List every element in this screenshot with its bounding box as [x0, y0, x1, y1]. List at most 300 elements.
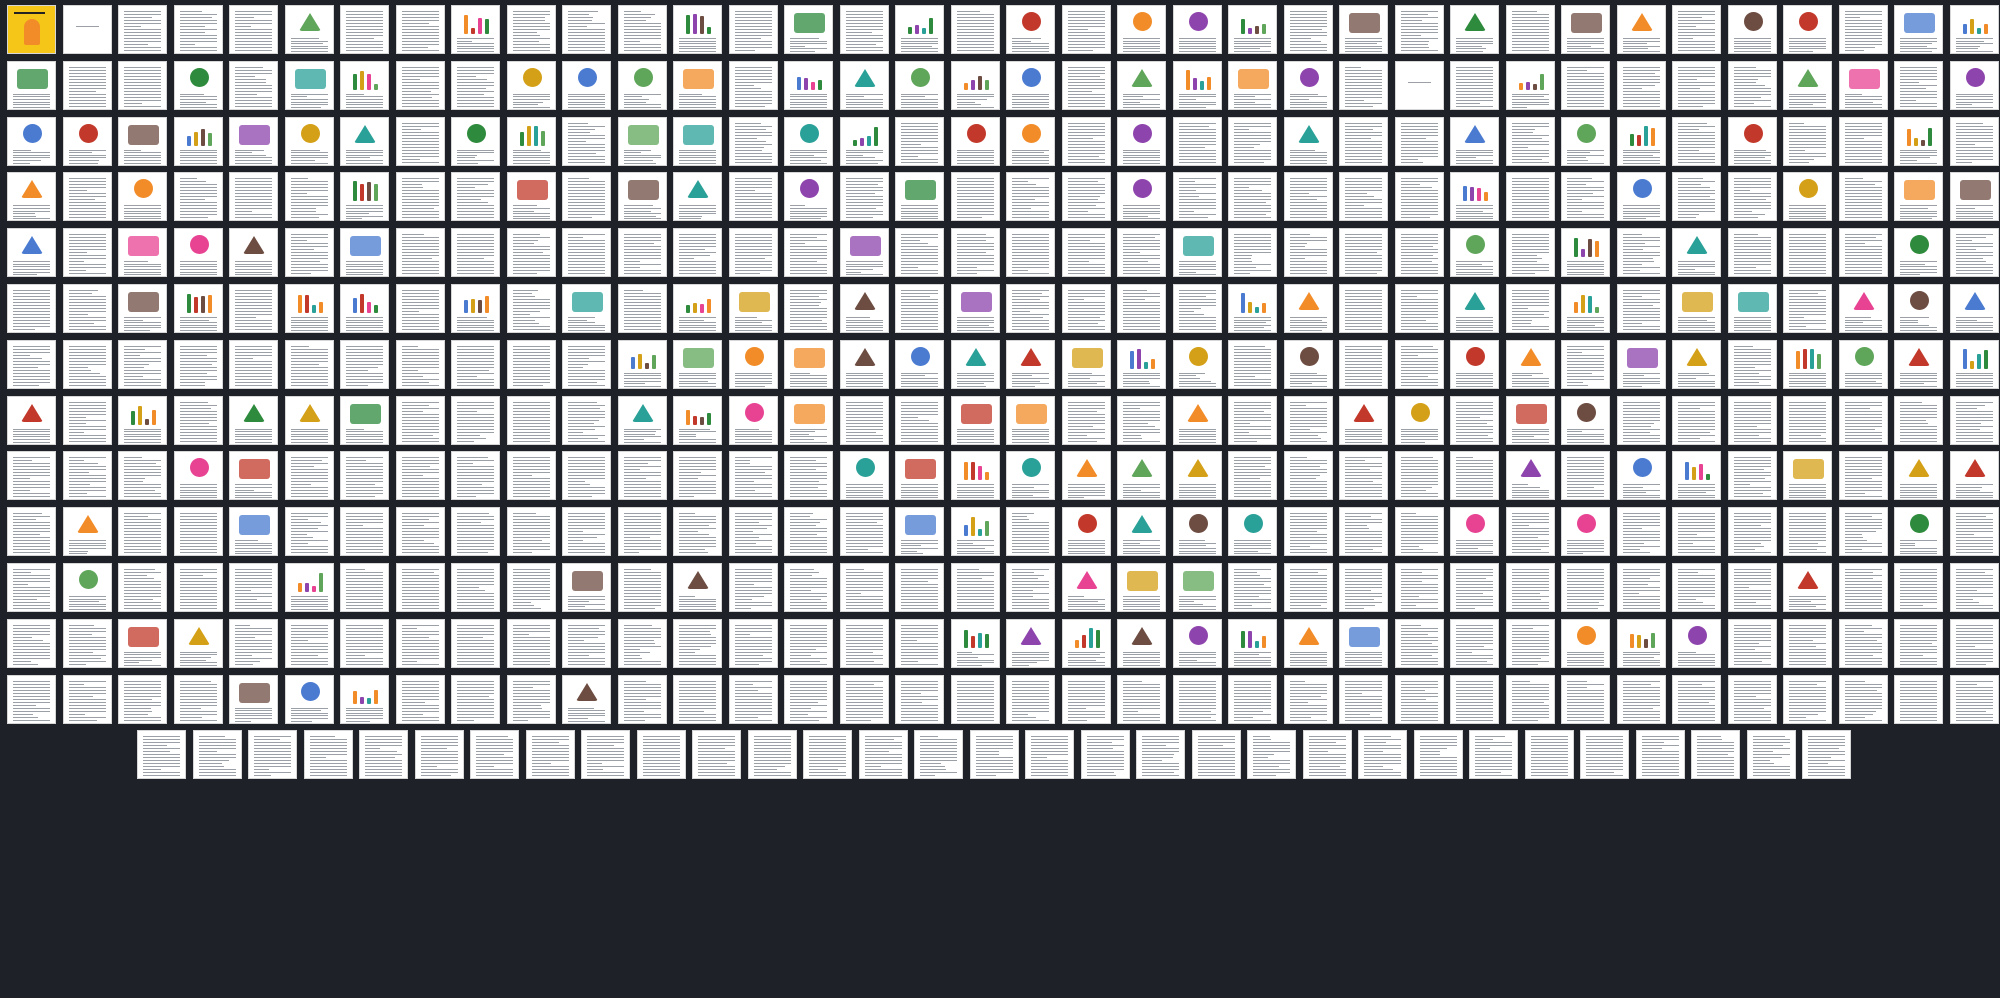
page-thumbnail[interactable]	[340, 117, 389, 166]
page-thumbnail[interactable]	[1339, 172, 1388, 221]
page-thumbnail[interactable]	[1228, 507, 1277, 556]
page-thumbnail[interactable]	[1894, 5, 1943, 54]
page-thumbnail[interactable]	[229, 172, 278, 221]
page-thumbnail[interactable]	[174, 619, 223, 668]
page-thumbnail[interactable]	[1450, 507, 1499, 556]
page-thumbnail[interactable]	[951, 451, 1000, 500]
page-thumbnail[interactable]	[1062, 340, 1111, 389]
page-thumbnail[interactable]	[895, 228, 944, 277]
page-thumbnail[interactable]	[1950, 451, 1999, 500]
page-thumbnail[interactable]	[63, 117, 112, 166]
page-thumbnail[interactable]	[784, 5, 833, 54]
page-thumbnail[interactable]	[895, 507, 944, 556]
page-thumbnail[interactable]	[340, 451, 389, 500]
page-thumbnail[interactable]	[1228, 172, 1277, 221]
page-thumbnail[interactable]	[1728, 172, 1777, 221]
page-thumbnail[interactable]	[507, 284, 556, 333]
page-thumbnail[interactable]	[451, 284, 500, 333]
page-thumbnail[interactable]	[1284, 117, 1333, 166]
page-thumbnail[interactable]	[729, 507, 778, 556]
page-thumbnail[interactable]	[7, 563, 56, 612]
page-thumbnail[interactable]	[1672, 117, 1721, 166]
page-thumbnail[interactable]	[118, 284, 167, 333]
page-thumbnail[interactable]	[229, 228, 278, 277]
page-thumbnail[interactable]	[1450, 117, 1499, 166]
page-thumbnail[interactable]	[673, 451, 722, 500]
page-thumbnail[interactable]	[1672, 396, 1721, 445]
page-thumbnail[interactable]	[1561, 172, 1610, 221]
page-thumbnail[interactable]	[285, 619, 334, 668]
page-thumbnail[interactable]	[63, 451, 112, 500]
page-thumbnail[interactable]	[507, 117, 556, 166]
page-thumbnail[interactable]	[451, 507, 500, 556]
page-thumbnail[interactable]	[1117, 228, 1166, 277]
page-thumbnail[interactable]	[1395, 5, 1444, 54]
page-thumbnail[interactable]	[396, 117, 445, 166]
page-thumbnail[interactable]	[1117, 117, 1166, 166]
page-thumbnail[interactable]	[1284, 172, 1333, 221]
page-thumbnail[interactable]	[118, 619, 167, 668]
page-thumbnail[interactable]	[729, 451, 778, 500]
page-thumbnail[interactable]	[63, 228, 112, 277]
page-thumbnail[interactable]	[562, 5, 611, 54]
page-thumbnail[interactable]	[729, 61, 778, 110]
page-thumbnail[interactable]	[451, 117, 500, 166]
page-thumbnail[interactable]	[1173, 507, 1222, 556]
page-thumbnail[interactable]	[1339, 61, 1388, 110]
page-thumbnail[interactable]	[1506, 284, 1555, 333]
page-thumbnail[interactable]	[1950, 117, 1999, 166]
page-thumbnail[interactable]	[1006, 396, 1055, 445]
page-thumbnail[interactable]	[840, 5, 889, 54]
page-thumbnail[interactable]	[951, 563, 1000, 612]
page-thumbnail[interactable]	[1783, 284, 1832, 333]
page-thumbnail[interactable]	[1339, 507, 1388, 556]
page-thumbnail[interactable]	[174, 563, 223, 612]
page-thumbnail[interactable]	[1062, 5, 1111, 54]
page-thumbnail[interactable]	[118, 5, 167, 54]
page-thumbnail[interactable]	[1506, 61, 1555, 110]
page-thumbnail[interactable]	[1506, 507, 1555, 556]
page-thumbnail[interactable]	[1395, 172, 1444, 221]
page-thumbnail[interactable]	[7, 117, 56, 166]
page-thumbnail[interactable]	[340, 619, 389, 668]
page-thumbnail[interactable]	[562, 451, 611, 500]
page-thumbnail[interactable]	[1395, 228, 1444, 277]
page-thumbnail[interactable]	[895, 5, 944, 54]
page-thumbnail[interactable]	[1561, 451, 1610, 500]
page-thumbnail[interactable]	[1450, 172, 1499, 221]
page-thumbnail[interactable]	[1728, 5, 1777, 54]
page-thumbnail[interactable]	[1783, 117, 1832, 166]
page-thumbnail[interactable]	[618, 340, 667, 389]
page-thumbnail[interactable]	[1173, 451, 1222, 500]
page-thumbnail[interactable]	[1728, 451, 1777, 500]
page-thumbnail[interactable]	[7, 507, 56, 556]
page-thumbnail[interactable]	[118, 228, 167, 277]
page-thumbnail[interactable]	[1783, 172, 1832, 221]
page-thumbnail[interactable]	[784, 507, 833, 556]
page-thumbnail[interactable]	[562, 563, 611, 612]
page-thumbnail[interactable]	[1894, 340, 1943, 389]
page-thumbnail[interactable]	[673, 117, 722, 166]
page-thumbnail[interactable]	[618, 228, 667, 277]
page-thumbnail[interactable]	[1506, 563, 1555, 612]
page-thumbnail[interactable]	[1894, 228, 1943, 277]
page-thumbnail[interactable]	[396, 563, 445, 612]
page-thumbnail[interactable]	[1950, 340, 1999, 389]
page-thumbnail[interactable]	[729, 284, 778, 333]
page-thumbnail[interactable]	[1672, 61, 1721, 110]
page-thumbnail[interactable]	[229, 61, 278, 110]
page-thumbnail[interactable]	[1284, 396, 1333, 445]
page-thumbnail[interactable]	[1173, 61, 1222, 110]
page-thumbnail[interactable]	[784, 117, 833, 166]
page-thumbnail[interactable]	[951, 340, 1000, 389]
page-thumbnail[interactable]	[1617, 340, 1666, 389]
page-thumbnail[interactable]	[285, 563, 334, 612]
page-thumbnail[interactable]	[396, 284, 445, 333]
page-thumbnail[interactable]	[1950, 284, 1999, 333]
page-thumbnail[interactable]	[784, 340, 833, 389]
page-thumbnail[interactable]	[840, 284, 889, 333]
page-thumbnail[interactable]	[1117, 61, 1166, 110]
page-thumbnail[interactable]	[7, 284, 56, 333]
page-thumbnail[interactable]	[673, 5, 722, 54]
page-thumbnail[interactable]	[1506, 228, 1555, 277]
page-thumbnail[interactable]	[1950, 563, 1999, 612]
page-thumbnail[interactable]	[1950, 61, 1999, 110]
page-thumbnail[interactable]	[840, 172, 889, 221]
page-thumbnail[interactable]	[507, 340, 556, 389]
page-thumbnail[interactable]	[1228, 284, 1277, 333]
page-thumbnail[interactable]	[7, 5, 56, 54]
page-thumbnail[interactable]	[1617, 451, 1666, 500]
page-thumbnail[interactable]	[1783, 340, 1832, 389]
page-thumbnail[interactable]	[229, 451, 278, 500]
page-thumbnail[interactable]	[673, 172, 722, 221]
page-thumbnail[interactable]	[1228, 396, 1277, 445]
page-thumbnail[interactable]	[1783, 451, 1832, 500]
page-thumbnail[interactable]	[1894, 172, 1943, 221]
page-thumbnail[interactable]	[951, 5, 1000, 54]
page-thumbnail[interactable]	[174, 172, 223, 221]
page-thumbnail[interactable]	[1062, 61, 1111, 110]
page-thumbnail[interactable]	[1228, 451, 1277, 500]
page-thumbnail[interactable]	[1228, 61, 1277, 110]
page-thumbnail[interactable]	[673, 563, 722, 612]
page-thumbnail[interactable]	[1228, 563, 1277, 612]
page-thumbnail[interactable]	[1672, 451, 1721, 500]
page-thumbnail[interactable]	[1228, 340, 1277, 389]
page-thumbnail[interactable]	[1672, 5, 1721, 54]
page-thumbnail[interactable]	[1339, 563, 1388, 612]
page-thumbnail[interactable]	[673, 507, 722, 556]
page-thumbnail[interactable]	[1950, 172, 1999, 221]
page-thumbnail[interactable]	[1672, 563, 1721, 612]
page-thumbnail[interactable]	[340, 284, 389, 333]
page-thumbnail[interactable]	[729, 228, 778, 277]
page-thumbnail[interactable]	[118, 340, 167, 389]
page-thumbnail[interactable]	[1173, 396, 1222, 445]
page-thumbnail[interactable]	[1561, 507, 1610, 556]
page-thumbnail[interactable]	[285, 396, 334, 445]
page-thumbnail[interactable]	[451, 340, 500, 389]
page-thumbnail[interactable]	[1561, 563, 1610, 612]
page-thumbnail[interactable]	[562, 619, 611, 668]
page-thumbnail[interactable]	[174, 5, 223, 54]
page-thumbnail[interactable]	[562, 61, 611, 110]
page-thumbnail[interactable]	[895, 172, 944, 221]
page-thumbnail[interactable]	[1561, 228, 1610, 277]
page-thumbnail[interactable]	[1783, 507, 1832, 556]
page-thumbnail[interactable]	[951, 117, 1000, 166]
page-thumbnail[interactable]	[673, 340, 722, 389]
page-thumbnail[interactable]	[895, 61, 944, 110]
page-thumbnail[interactable]	[1006, 451, 1055, 500]
page-thumbnail[interactable]	[1617, 172, 1666, 221]
page-thumbnail[interactable]	[174, 117, 223, 166]
page-thumbnail[interactable]	[1561, 117, 1610, 166]
page-thumbnail[interactable]	[340, 396, 389, 445]
page-thumbnail[interactable]	[229, 619, 278, 668]
page-thumbnail[interactable]	[1228, 228, 1277, 277]
page-thumbnail[interactable]	[1395, 451, 1444, 500]
page-thumbnail[interactable]	[1783, 396, 1832, 445]
page-thumbnail[interactable]	[1450, 396, 1499, 445]
page-thumbnail[interactable]	[618, 451, 667, 500]
page-thumbnail[interactable]	[174, 340, 223, 389]
page-thumbnail[interactable]	[507, 61, 556, 110]
page-thumbnail[interactable]	[1117, 172, 1166, 221]
page-thumbnail[interactable]	[840, 61, 889, 110]
page-thumbnail[interactable]	[1672, 507, 1721, 556]
page-thumbnail[interactable]	[895, 117, 944, 166]
page-thumbnail[interactable]	[784, 61, 833, 110]
page-thumbnail[interactable]	[1728, 507, 1777, 556]
page-thumbnail[interactable]	[1117, 507, 1166, 556]
page-thumbnail[interactable]	[1839, 228, 1888, 277]
page-thumbnail[interactable]	[895, 563, 944, 612]
page-thumbnail[interactable]	[1894, 284, 1943, 333]
page-thumbnail[interactable]	[1728, 61, 1777, 110]
page-thumbnail[interactable]	[840, 451, 889, 500]
page-thumbnail[interactable]	[285, 5, 334, 54]
page-thumbnail[interactable]	[1728, 117, 1777, 166]
page-thumbnail[interactable]	[118, 61, 167, 110]
page-thumbnail[interactable]	[285, 61, 334, 110]
page-thumbnail[interactable]	[507, 451, 556, 500]
page-thumbnail[interactable]	[118, 172, 167, 221]
page-thumbnail[interactable]	[1173, 284, 1222, 333]
page-thumbnail[interactable]	[1839, 284, 1888, 333]
page-thumbnail[interactable]	[229, 396, 278, 445]
page-thumbnail[interactable]	[562, 172, 611, 221]
page-thumbnail[interactable]	[285, 117, 334, 166]
page-thumbnail[interactable]	[63, 172, 112, 221]
page-thumbnail[interactable]	[1839, 563, 1888, 612]
page-thumbnail[interactable]	[1284, 5, 1333, 54]
page-thumbnail[interactable]	[1173, 340, 1222, 389]
page-thumbnail[interactable]	[1284, 61, 1333, 110]
page-thumbnail[interactable]	[1284, 563, 1333, 612]
page-thumbnail[interactable]	[229, 117, 278, 166]
page-thumbnail[interactable]	[63, 563, 112, 612]
page-thumbnail[interactable]	[1617, 117, 1666, 166]
page-thumbnail[interactable]	[396, 396, 445, 445]
page-thumbnail[interactable]	[507, 396, 556, 445]
page-thumbnail[interactable]	[1062, 228, 1111, 277]
page-thumbnail[interactable]	[396, 172, 445, 221]
page-thumbnail[interactable]	[63, 619, 112, 668]
page-thumbnail[interactable]	[1950, 396, 1999, 445]
page-thumbnail[interactable]	[7, 172, 56, 221]
page-thumbnail[interactable]	[1450, 284, 1499, 333]
page-thumbnail[interactable]	[840, 228, 889, 277]
page-thumbnail[interactable]	[562, 284, 611, 333]
page-thumbnail[interactable]	[618, 619, 667, 668]
page-thumbnail[interactable]	[1062, 172, 1111, 221]
page-thumbnail[interactable]	[1062, 451, 1111, 500]
page-thumbnail[interactable]	[1339, 340, 1388, 389]
page-thumbnail[interactable]	[1506, 172, 1555, 221]
page-thumbnail[interactable]	[1839, 451, 1888, 500]
page-thumbnail[interactable]	[729, 5, 778, 54]
page-thumbnail[interactable]	[895, 284, 944, 333]
page-thumbnail[interactable]	[396, 61, 445, 110]
page-thumbnail[interactable]	[951, 507, 1000, 556]
page-thumbnail[interactable]	[1062, 117, 1111, 166]
page-thumbnail[interactable]	[174, 228, 223, 277]
page-thumbnail[interactable]	[562, 507, 611, 556]
page-thumbnail[interactable]	[673, 228, 722, 277]
page-thumbnail[interactable]	[1339, 117, 1388, 166]
page-thumbnail[interactable]	[1006, 507, 1055, 556]
page-thumbnail[interactable]	[673, 396, 722, 445]
page-thumbnail[interactable]	[1561, 396, 1610, 445]
page-thumbnail[interactable]	[507, 172, 556, 221]
page-thumbnail[interactable]	[1839, 340, 1888, 389]
page-thumbnail[interactable]	[784, 563, 833, 612]
page-thumbnail[interactable]	[1894, 117, 1943, 166]
page-thumbnail[interactable]	[1839, 117, 1888, 166]
page-thumbnail[interactable]	[1173, 172, 1222, 221]
page-thumbnail[interactable]	[840, 340, 889, 389]
page-thumbnail[interactable]	[285, 228, 334, 277]
page-thumbnail[interactable]	[229, 5, 278, 54]
page-thumbnail[interactable]	[1062, 396, 1111, 445]
page-thumbnail[interactable]	[618, 284, 667, 333]
page-thumbnail[interactable]	[1006, 172, 1055, 221]
page-thumbnail[interactable]	[229, 340, 278, 389]
page-thumbnail[interactable]	[729, 563, 778, 612]
page-thumbnail[interactable]	[1728, 563, 1777, 612]
page-thumbnail[interactable]	[507, 5, 556, 54]
page-thumbnail[interactable]	[340, 5, 389, 54]
page-thumbnail[interactable]	[618, 5, 667, 54]
page-thumbnail[interactable]	[1062, 507, 1111, 556]
page-thumbnail[interactable]	[63, 507, 112, 556]
page-thumbnail[interactable]	[1894, 61, 1943, 110]
page-thumbnail[interactable]	[1894, 396, 1943, 445]
page-thumbnail[interactable]	[1617, 396, 1666, 445]
page-thumbnail[interactable]	[507, 507, 556, 556]
page-thumbnail[interactable]	[618, 117, 667, 166]
page-thumbnail[interactable]	[1506, 340, 1555, 389]
page-thumbnail[interactable]	[1006, 340, 1055, 389]
page-thumbnail[interactable]	[1672, 340, 1721, 389]
page-thumbnail[interactable]	[396, 228, 445, 277]
page-thumbnail[interactable]	[1561, 340, 1610, 389]
page-thumbnail[interactable]	[174, 451, 223, 500]
page-thumbnail[interactable]	[562, 340, 611, 389]
page-thumbnail[interactable]	[1339, 284, 1388, 333]
page-thumbnail[interactable]	[1228, 117, 1277, 166]
page-thumbnail[interactable]	[7, 228, 56, 277]
page-thumbnail[interactable]	[451, 619, 500, 668]
page-thumbnail[interactable]	[340, 172, 389, 221]
page-thumbnail[interactable]	[1006, 563, 1055, 612]
page-thumbnail[interactable]	[1062, 284, 1111, 333]
page-thumbnail[interactable]	[562, 228, 611, 277]
page-thumbnail[interactable]	[1783, 563, 1832, 612]
page-thumbnail[interactable]	[7, 61, 56, 110]
page-thumbnail[interactable]	[1617, 5, 1666, 54]
page-thumbnail[interactable]	[507, 228, 556, 277]
page-thumbnail[interactable]	[1561, 61, 1610, 110]
page-thumbnail[interactable]	[340, 340, 389, 389]
page-thumbnail[interactable]	[1284, 340, 1333, 389]
page-thumbnail[interactable]	[1339, 451, 1388, 500]
page-thumbnail[interactable]	[784, 451, 833, 500]
page-thumbnail[interactable]	[118, 117, 167, 166]
page-thumbnail[interactable]	[451, 172, 500, 221]
page-thumbnail[interactable]	[1117, 563, 1166, 612]
page-thumbnail[interactable]	[1950, 5, 1999, 54]
page-thumbnail[interactable]	[1395, 340, 1444, 389]
page-thumbnail[interactable]	[618, 172, 667, 221]
page-thumbnail[interactable]	[1839, 61, 1888, 110]
page-thumbnail[interactable]	[507, 563, 556, 612]
page-thumbnail[interactable]	[7, 340, 56, 389]
page-thumbnail[interactable]	[1617, 284, 1666, 333]
page-thumbnail[interactable]	[63, 340, 112, 389]
page-thumbnail[interactable]	[1839, 396, 1888, 445]
page-thumbnail[interactable]	[1728, 228, 1777, 277]
page-thumbnail[interactable]	[7, 619, 56, 668]
page-thumbnail[interactable]	[1395, 284, 1444, 333]
page-thumbnail[interactable]	[1062, 563, 1111, 612]
page-thumbnail[interactable]	[784, 284, 833, 333]
page-thumbnail[interactable]	[396, 340, 445, 389]
page-thumbnail[interactable]	[951, 172, 1000, 221]
page-thumbnail[interactable]	[1284, 451, 1333, 500]
page-thumbnail[interactable]	[1117, 451, 1166, 500]
page-thumbnail[interactable]	[1783, 228, 1832, 277]
page-thumbnail[interactable]	[1228, 5, 1277, 54]
page-thumbnail[interactable]	[229, 507, 278, 556]
page-thumbnail[interactable]	[729, 396, 778, 445]
page-thumbnail[interactable]	[174, 507, 223, 556]
page-thumbnail[interactable]	[1506, 451, 1555, 500]
page-thumbnail[interactable]	[1395, 563, 1444, 612]
page-thumbnail[interactable]	[1839, 507, 1888, 556]
page-thumbnail[interactable]	[285, 284, 334, 333]
page-thumbnail[interactable]	[1894, 451, 1943, 500]
page-thumbnail[interactable]	[784, 172, 833, 221]
page-thumbnail[interactable]	[396, 451, 445, 500]
page-thumbnail[interactable]	[1672, 228, 1721, 277]
